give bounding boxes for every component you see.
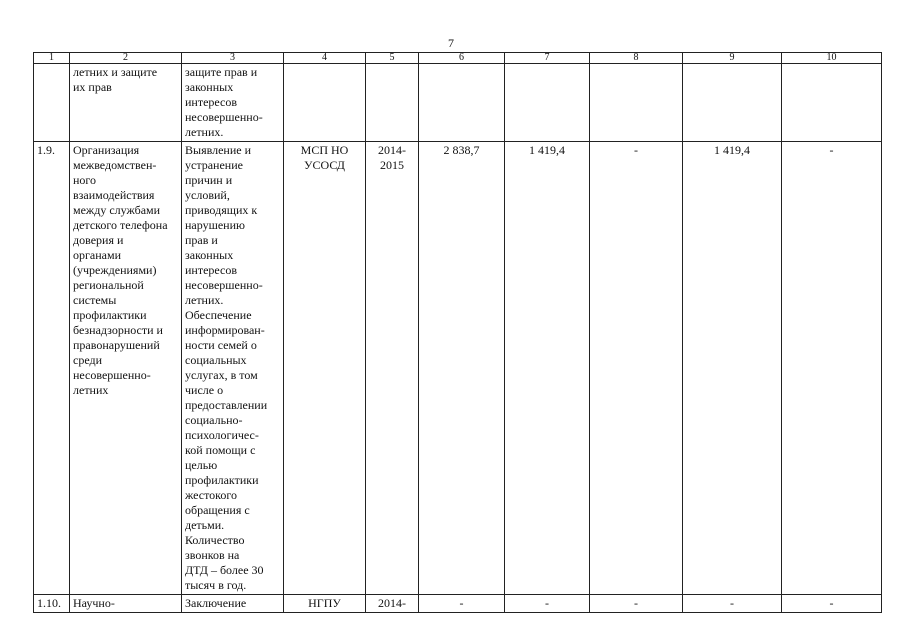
value-col8: -	[590, 142, 683, 595]
period: 2014-	[366, 595, 419, 613]
executor	[284, 64, 366, 142]
activity-name: Научно-	[70, 595, 182, 613]
row-number	[34, 64, 70, 142]
value-col10: -	[782, 595, 882, 613]
header-cell: 5	[366, 53, 419, 64]
header-cell: 8	[590, 53, 683, 64]
value-col6: 2 838,7	[419, 142, 505, 595]
period	[366, 64, 419, 142]
value-col9: -	[683, 595, 782, 613]
row-number: 1.9.	[34, 142, 70, 595]
value-col6: -	[419, 595, 505, 613]
value-col8	[590, 64, 683, 142]
header-cell: 9	[683, 53, 782, 64]
value-col7	[505, 64, 590, 142]
value-col9	[683, 64, 782, 142]
header-cell: 2	[70, 53, 182, 64]
value-col9: 1 419,4	[683, 142, 782, 595]
executor: НГПУ	[284, 595, 366, 613]
page-number: 7	[448, 36, 454, 50]
value-col10	[782, 64, 882, 142]
activity-content: Заключение	[182, 595, 284, 613]
activity-name: летних и защите их прав	[70, 64, 182, 142]
value-col7: 1 419,4	[505, 142, 590, 595]
header-cell: 1	[34, 53, 70, 64]
value-col10: -	[782, 142, 882, 595]
row-number: 1.10.	[34, 595, 70, 613]
value-col6	[419, 64, 505, 142]
header-cell: 7	[505, 53, 590, 64]
activity-content: защите прав и законных интересов несовершенно- летних.	[182, 64, 284, 142]
period: 2014- 2015	[366, 142, 419, 595]
table-row	[34, 595, 882, 613]
executor: МСП НО УСОСД	[284, 142, 366, 595]
header-cell: 10	[782, 53, 882, 64]
header-cell: 6	[419, 53, 505, 64]
program-table	[33, 52, 882, 613]
header-row	[34, 53, 882, 64]
header-cell: 3	[182, 53, 284, 64]
value-col7: -	[505, 595, 590, 613]
activity-content: Выявление и устранение причин и условий, приводящих к нарушению прав и законных интересов несовершенно- летних. Обеспечение информирован- ности семей о социальных услугах, в том числе о предоставлении социально- психологичес- кой помощи с целью профилактики жестокого обращения с детьми. Количество звонков на ДТД – более 30 тысяч в год.	[182, 142, 284, 595]
activity-name: Организация межведомствен- ного взаимодействия между службами детского телефона доверия и органами (учреждениями) региональной системы профилактики безнадзорности и правонарушений среди несовершенно- летних	[70, 142, 182, 595]
value-col8: -	[590, 595, 683, 613]
table-row	[34, 142, 882, 595]
header-cell: 4	[284, 53, 366, 64]
table-row	[34, 64, 882, 142]
